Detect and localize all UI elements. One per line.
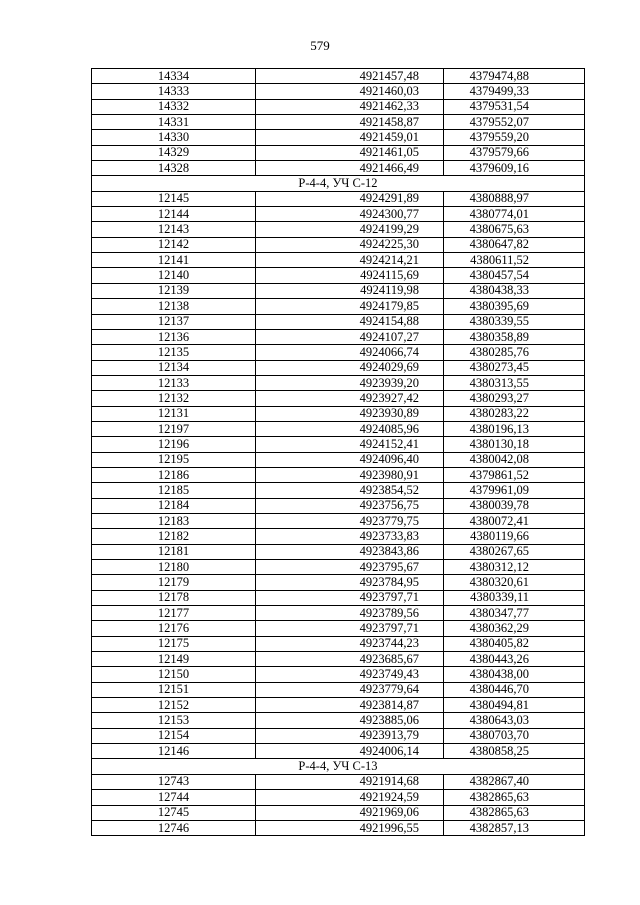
table-row	[92, 498, 585, 513]
point-number-cell: 12139	[92, 283, 256, 298]
y-coordinate-cell: 4380072,41	[444, 513, 585, 528]
x-coordinate-cell: 4923913,79	[256, 728, 444, 743]
point-number-cell: 12149	[92, 652, 256, 667]
y-coordinate-cell: 4380457,54	[444, 268, 585, 283]
table-row	[92, 606, 585, 621]
y-coordinate-cell: 4380888,97	[444, 191, 585, 206]
table-row	[92, 207, 585, 222]
y-coordinate-cell: 4382857,13	[444, 820, 585, 835]
table-row	[92, 575, 585, 590]
table-row	[92, 590, 585, 605]
x-coordinate-cell: 4923930,89	[256, 406, 444, 421]
point-number-cell: 12178	[92, 590, 256, 605]
x-coordinate-cell: 4921458,87	[256, 115, 444, 130]
point-number-cell: 12196	[92, 437, 256, 452]
point-number-cell: 12150	[92, 667, 256, 682]
page-number: 579	[310, 38, 330, 53]
point-number-cell: 12183	[92, 513, 256, 528]
point-number-cell: 12143	[92, 222, 256, 237]
y-coordinate-cell: 4380320,61	[444, 575, 585, 590]
table-row	[92, 513, 585, 528]
x-coordinate-cell: 4924291,89	[256, 191, 444, 206]
point-number-cell: 12184	[92, 498, 256, 513]
point-number-cell: 14328	[92, 161, 256, 176]
table-row	[92, 560, 585, 575]
y-coordinate-cell: 4380358,89	[444, 329, 585, 344]
y-coordinate-cell: 4380347,77	[444, 606, 585, 621]
y-coordinate-cell: 4380611,52	[444, 253, 585, 268]
x-coordinate-cell: 4924107,27	[256, 329, 444, 344]
y-coordinate-cell: 4380267,65	[444, 544, 585, 559]
x-coordinate-cell: 4924006,14	[256, 744, 444, 759]
table-row	[92, 467, 585, 482]
x-coordinate-cell: 4923797,71	[256, 590, 444, 605]
point-number-cell: 12154	[92, 728, 256, 743]
point-number-cell: 12153	[92, 713, 256, 728]
x-coordinate-cell: 4924179,85	[256, 299, 444, 314]
y-coordinate-cell: 4379579,66	[444, 145, 585, 160]
point-number-cell: 12185	[92, 483, 256, 498]
table-row	[92, 728, 585, 743]
point-number-cell: 12132	[92, 391, 256, 406]
point-number-cell: 12136	[92, 329, 256, 344]
x-coordinate-cell: 4924029,69	[256, 360, 444, 375]
x-coordinate-cell: 4924152,41	[256, 437, 444, 452]
coordinates-table	[91, 68, 585, 836]
point-number-cell: 12195	[92, 452, 256, 467]
y-coordinate-cell: 4380494,81	[444, 698, 585, 713]
point-number-cell: 12151	[92, 682, 256, 697]
table-row	[92, 314, 585, 329]
point-number-cell: 12146	[92, 744, 256, 759]
x-coordinate-cell: 4921459,01	[256, 130, 444, 145]
table-row	[92, 161, 585, 176]
x-coordinate-cell: 4923685,67	[256, 652, 444, 667]
x-coordinate-cell: 4921969,06	[256, 805, 444, 820]
table-row	[92, 222, 585, 237]
point-number-cell: 12142	[92, 237, 256, 252]
x-coordinate-cell: 4923795,67	[256, 560, 444, 575]
section-header-row	[92, 176, 585, 191]
y-coordinate-cell: 4380339,55	[444, 314, 585, 329]
point-number-cell: 12131	[92, 406, 256, 421]
x-coordinate-cell: 4923814,87	[256, 698, 444, 713]
y-coordinate-cell: 4380039,78	[444, 498, 585, 513]
y-coordinate-cell: 4380446,70	[444, 682, 585, 697]
section-header-row	[92, 759, 585, 774]
section-header: Р-4-4, УЧ С-12	[92, 176, 585, 191]
point-number-cell: 12134	[92, 360, 256, 375]
x-coordinate-cell: 4923939,20	[256, 375, 444, 390]
x-coordinate-cell: 4923843,86	[256, 544, 444, 559]
y-coordinate-cell: 4380438,33	[444, 283, 585, 298]
table-row	[92, 652, 585, 667]
table-row	[92, 621, 585, 636]
point-number-cell: 12744	[92, 790, 256, 805]
x-coordinate-cell: 4923980,91	[256, 467, 444, 482]
x-coordinate-cell: 4924300,77	[256, 207, 444, 222]
point-number-cell: 12179	[92, 575, 256, 590]
y-coordinate-cell: 4379559,20	[444, 130, 585, 145]
y-coordinate-cell: 4380339,11	[444, 590, 585, 605]
point-number-cell: 14334	[92, 69, 256, 84]
table-row	[92, 283, 585, 298]
table-row	[92, 636, 585, 651]
table-row	[92, 713, 585, 728]
x-coordinate-cell: 4923789,56	[256, 606, 444, 621]
point-number-cell: 12175	[92, 636, 256, 651]
point-number-cell: 12135	[92, 345, 256, 360]
y-coordinate-cell: 4380395,69	[444, 299, 585, 314]
x-coordinate-cell: 4921466,49	[256, 161, 444, 176]
table-row	[92, 667, 585, 682]
x-coordinate-cell: 4921457,48	[256, 69, 444, 84]
y-coordinate-cell: 4380293,27	[444, 391, 585, 406]
table-row	[92, 698, 585, 713]
x-coordinate-cell: 4924199,29	[256, 222, 444, 237]
point-number-cell: 12746	[92, 820, 256, 835]
x-coordinate-cell: 4924119,98	[256, 283, 444, 298]
table-row	[92, 774, 585, 789]
y-coordinate-cell: 4380858,25	[444, 744, 585, 759]
x-coordinate-cell: 4924115,69	[256, 268, 444, 283]
point-number-cell: 12133	[92, 375, 256, 390]
y-coordinate-cell: 4379861,52	[444, 467, 585, 482]
point-number-cell: 12180	[92, 560, 256, 575]
y-coordinate-cell: 4380405,82	[444, 636, 585, 651]
point-number-cell: 14331	[92, 115, 256, 130]
x-coordinate-cell: 4924066,74	[256, 345, 444, 360]
point-number-cell: 12743	[92, 774, 256, 789]
table-row	[92, 452, 585, 467]
y-coordinate-cell: 4380130,18	[444, 437, 585, 452]
point-number-cell: 12182	[92, 529, 256, 544]
table-row	[92, 529, 585, 544]
table-row	[92, 820, 585, 835]
x-coordinate-cell: 4923797,71	[256, 621, 444, 636]
y-coordinate-cell: 4380647,82	[444, 237, 585, 252]
y-coordinate-cell: 4380443,26	[444, 652, 585, 667]
point-number-cell: 12745	[92, 805, 256, 820]
table-row	[92, 406, 585, 421]
table-row	[92, 790, 585, 805]
x-coordinate-cell: 4924096,40	[256, 452, 444, 467]
table-row	[92, 237, 585, 252]
table-row	[92, 483, 585, 498]
point-number-cell: 14333	[92, 84, 256, 99]
y-coordinate-cell: 4379609,16	[444, 161, 585, 176]
table-row	[92, 268, 585, 283]
table-row	[92, 253, 585, 268]
y-coordinate-cell: 4380312,12	[444, 560, 585, 575]
section-header: Р-4-4, УЧ С-13	[92, 759, 585, 774]
x-coordinate-cell: 4923733,83	[256, 529, 444, 544]
y-coordinate-cell: 4380703,70	[444, 728, 585, 743]
x-coordinate-cell: 4924214,21	[256, 253, 444, 268]
table-row	[92, 115, 585, 130]
x-coordinate-cell: 4921914,68	[256, 774, 444, 789]
x-coordinate-cell: 4924085,96	[256, 421, 444, 436]
point-number-cell: 12186	[92, 467, 256, 482]
point-number-cell: 12181	[92, 544, 256, 559]
x-coordinate-cell: 4923756,75	[256, 498, 444, 513]
point-number-cell: 12145	[92, 191, 256, 206]
y-coordinate-cell: 4379499,33	[444, 84, 585, 99]
y-coordinate-cell: 4380283,22	[444, 406, 585, 421]
y-coordinate-cell: 4382865,63	[444, 805, 585, 820]
y-coordinate-cell: 4382867,40	[444, 774, 585, 789]
y-coordinate-cell: 4380675,63	[444, 222, 585, 237]
point-number-cell: 12152	[92, 698, 256, 713]
point-number-cell: 14329	[92, 145, 256, 160]
x-coordinate-cell: 4921996,55	[256, 820, 444, 835]
point-number-cell: 12137	[92, 314, 256, 329]
x-coordinate-cell: 4923779,64	[256, 682, 444, 697]
point-number-cell: 12138	[92, 299, 256, 314]
x-coordinate-cell: 4921924,59	[256, 790, 444, 805]
point-number-cell: 12176	[92, 621, 256, 636]
y-coordinate-cell: 4380119,66	[444, 529, 585, 544]
x-coordinate-cell: 4921461,05	[256, 145, 444, 160]
table-row	[92, 391, 585, 406]
x-coordinate-cell: 4923927,42	[256, 391, 444, 406]
table-row	[92, 329, 585, 344]
y-coordinate-cell: 4380313,55	[444, 375, 585, 390]
table-row	[92, 99, 585, 114]
x-coordinate-cell: 4923744,23	[256, 636, 444, 651]
x-coordinate-cell: 4923784,95	[256, 575, 444, 590]
x-coordinate-cell: 4921460,03	[256, 84, 444, 99]
table-row	[92, 84, 585, 99]
x-coordinate-cell: 4923854,52	[256, 483, 444, 498]
x-coordinate-cell: 4921462,33	[256, 99, 444, 114]
y-coordinate-cell: 4379552,07	[444, 115, 585, 130]
table-row	[92, 744, 585, 759]
y-coordinate-cell: 4380285,76	[444, 345, 585, 360]
table-row	[92, 299, 585, 314]
table-row	[92, 682, 585, 697]
y-coordinate-cell: 4380273,45	[444, 360, 585, 375]
table-row	[92, 544, 585, 559]
y-coordinate-cell: 4380042,08	[444, 452, 585, 467]
point-number-cell: 12177	[92, 606, 256, 621]
y-coordinate-cell: 4379474,88	[444, 69, 585, 84]
table-row	[92, 130, 585, 145]
y-coordinate-cell: 4379961,09	[444, 483, 585, 498]
point-number-cell: 14330	[92, 130, 256, 145]
coordinates-table-body	[92, 69, 585, 836]
table-row	[92, 69, 585, 84]
x-coordinate-cell: 4924154,88	[256, 314, 444, 329]
y-coordinate-cell: 4380438,00	[444, 667, 585, 682]
y-coordinate-cell: 4380643,03	[444, 713, 585, 728]
table-row	[92, 437, 585, 452]
table-row	[92, 191, 585, 206]
y-coordinate-cell: 4380774,01	[444, 207, 585, 222]
x-coordinate-cell: 4923885,06	[256, 713, 444, 728]
point-number-cell: 12197	[92, 421, 256, 436]
x-coordinate-cell: 4923749,43	[256, 667, 444, 682]
y-coordinate-cell: 4380196,13	[444, 421, 585, 436]
y-coordinate-cell: 4380362,29	[444, 621, 585, 636]
x-coordinate-cell: 4923779,75	[256, 513, 444, 528]
table-row	[92, 421, 585, 436]
y-coordinate-cell: 4382865,63	[444, 790, 585, 805]
point-number-cell: 12144	[92, 207, 256, 222]
table-row	[92, 145, 585, 160]
table-row	[92, 345, 585, 360]
table-row	[92, 375, 585, 390]
table-row	[92, 805, 585, 820]
point-number-cell: 12141	[92, 253, 256, 268]
y-coordinate-cell: 4379531,54	[444, 99, 585, 114]
table-row	[92, 360, 585, 375]
x-coordinate-cell: 4924225,30	[256, 237, 444, 252]
point-number-cell: 14332	[92, 99, 256, 114]
point-number-cell: 12140	[92, 268, 256, 283]
